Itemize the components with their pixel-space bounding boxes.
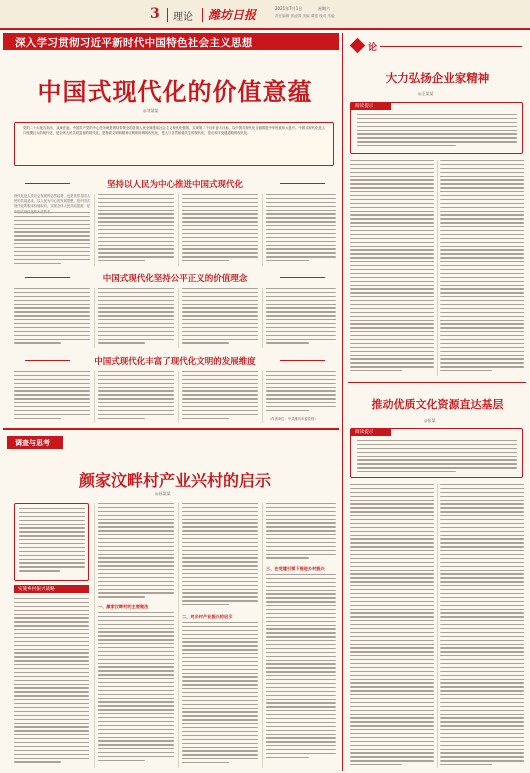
end-note: （作者单位：中共潍坊市委党校）	[268, 417, 318, 421]
column-rule	[178, 288, 179, 348]
header-divider	[167, 8, 168, 22]
section-rule	[25, 183, 70, 184]
section-heading-2: 中国式现代化坚持公平正义的价值理念	[102, 274, 248, 284]
body-column	[350, 484, 434, 768]
issue-date: 2021年7月1日	[275, 6, 303, 11]
section-rule	[25, 277, 70, 278]
column-rule	[94, 371, 95, 423]
tag-label: 调查与思考	[15, 439, 50, 447]
body-column	[182, 503, 258, 611]
section-rule	[280, 277, 325, 278]
subheading: 二、对乡村产业振兴的启示	[182, 614, 233, 619]
banner-slogan: 深入学习贯彻习近平新时代中国特色社会主义思想	[15, 37, 253, 49]
summary-box	[350, 428, 523, 478]
lower-title: 颜家汶畔村产业兴村的启示	[78, 471, 271, 490]
main-title: 中国式现代化的价值意蕴	[37, 77, 313, 106]
lower-author: ◎孙某某	[155, 491, 171, 496]
body-column	[98, 288, 174, 348]
page-header	[0, 0, 530, 30]
column-tag	[7, 436, 63, 449]
body-column	[98, 371, 174, 423]
body-column	[266, 194, 336, 266]
body-column	[266, 503, 336, 563]
body-column	[440, 160, 524, 376]
body-column	[266, 574, 336, 768]
caption-bar	[14, 585, 89, 593]
body-column	[98, 503, 174, 601]
abstract-text	[19, 508, 85, 578]
paper-logo: 潍坊日报	[208, 8, 257, 22]
subheading: 三、在党建引领下推进乡村振兴	[266, 566, 325, 571]
page-number: 3	[150, 6, 160, 22]
body-column	[14, 288, 90, 348]
issue-weekday: 星期六	[318, 6, 330, 11]
section-heading-1: 坚持以人民为中心推进中国式现代化	[106, 180, 243, 190]
summary-label-text: 阅读提示	[355, 104, 374, 109]
body-column	[266, 371, 336, 415]
column-rule	[262, 503, 263, 768]
column-rule	[437, 160, 438, 376]
column-rule	[178, 194, 179, 266]
right-separator	[348, 382, 526, 383]
abstract-box	[14, 503, 89, 581]
body-column	[182, 194, 258, 266]
intro-text: 党的二十大报告指出，从现在起，中国共产党的中心任务就是团结带领全国各族人民全面建成社会主义现代化强国、实现第二个百年奋斗目标，以中国式现代化全面推进中华民族伟大复兴。中国式现代化是人口规模巨大的现代化，是全体人民共同富裕的现代化，是物质文明和精神文明相协调的现代化，是人与自然和谐共生的现代化，是走和平发展道路的现代化。	[23, 126, 325, 136]
theme-banner	[3, 33, 339, 50]
column-rule	[178, 503, 179, 768]
summary-label	[351, 102, 391, 110]
column-rule	[94, 194, 95, 266]
body-column	[14, 212, 90, 266]
body-column	[182, 288, 258, 348]
section-separator	[3, 428, 339, 430]
section-rule	[25, 360, 70, 361]
right-bottom-title: 推动优质文化资源直达基层	[371, 398, 504, 411]
column-rule	[437, 484, 438, 768]
column-label: 论	[368, 43, 378, 53]
summary-label-text: 阅读提示	[355, 430, 374, 435]
column-rule	[178, 371, 179, 423]
intro-box	[14, 122, 334, 166]
summary-text	[357, 440, 517, 476]
section-name: 理论	[173, 12, 193, 23]
subheading: 一、颜家汶畔村的主要做法	[98, 604, 149, 609]
column-label-icon	[350, 38, 366, 54]
column-rule	[94, 288, 95, 348]
body-column	[98, 194, 174, 266]
summary-box	[350, 102, 523, 154]
section-heading-3: 中国式现代化丰富了现代化文明的发展维度	[94, 357, 256, 367]
body-text: 现代化是人类社会发展的必然趋势，也是世界各国人民的共同追求。以人民为中心的发展思想，是中国式现代化的根本价值取向。实现全体人民共同富裕，是	[14, 194, 90, 209]
body-column	[14, 371, 90, 423]
body-column	[98, 612, 174, 768]
column-rule	[262, 288, 263, 348]
column-rule	[94, 503, 95, 768]
main-author: ◎刘某某	[143, 108, 159, 113]
editor-line: 责任编辑 郭凌霄 美编 谭建 校对 马毅	[275, 14, 335, 18]
right-top-author: ◎王某某	[418, 91, 434, 96]
section-rule	[280, 183, 325, 184]
body-column	[350, 160, 434, 376]
column-rule	[262, 194, 263, 266]
summary-text	[357, 114, 517, 152]
caption-text: 实施乡村振兴战略	[18, 587, 55, 592]
body-column	[182, 622, 258, 768]
page-column-divider	[342, 33, 343, 771]
right-top-title: 大力弘扬企业家精神	[385, 71, 490, 85]
column-rule	[262, 371, 263, 423]
body-column	[182, 371, 258, 423]
column-label-rule	[380, 46, 522, 47]
section-rule	[280, 360, 325, 361]
summary-label	[351, 428, 391, 436]
body-column	[266, 288, 336, 348]
right-bottom-author: ◎张某	[424, 418, 436, 423]
body-column	[440, 484, 524, 768]
header-divider	[202, 8, 203, 22]
body-column	[14, 598, 89, 768]
